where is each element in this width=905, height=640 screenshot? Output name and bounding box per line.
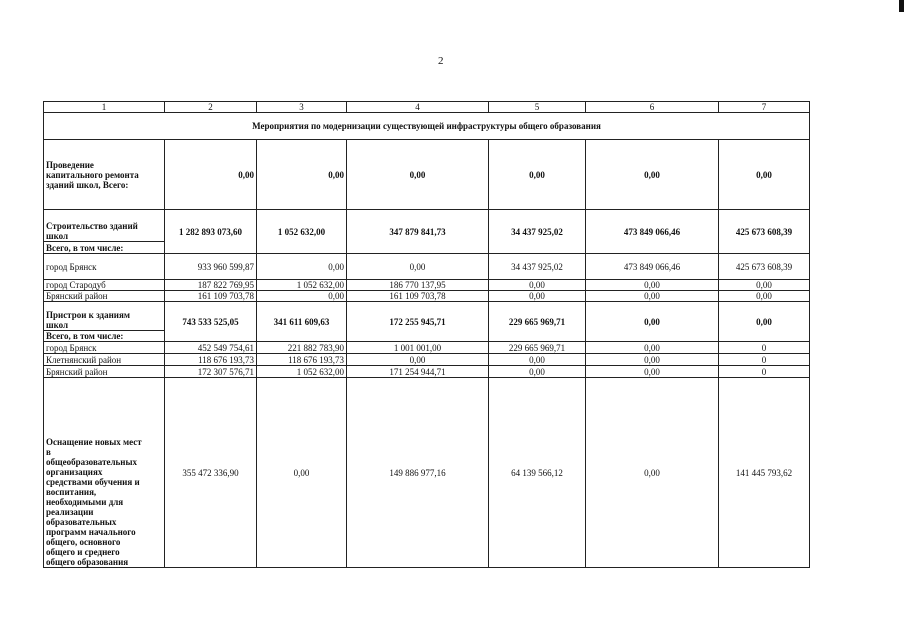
value-cell: 118 676 193,73 [257, 354, 347, 366]
value-cell: 141 445 793,62 [719, 378, 810, 568]
table-row [44, 302, 810, 331]
value-cell: 425 673 608,39 [719, 210, 810, 254]
value-cell: 0,00 [257, 140, 347, 210]
value-cell: 172 307 576,71 [165, 366, 257, 378]
section-title: Мероприятия по модернизации существующей инфраструктуры общего образования [44, 113, 810, 140]
label-line: Строительство зданий [46, 221, 138, 231]
row-sublabel: Всего, в том числе: [44, 242, 165, 254]
value-cell: 34 437 925,02 [489, 210, 586, 254]
value-cell: 161 109 703,78 [347, 291, 489, 302]
value-cell: 1 052 632,00 [257, 280, 347, 291]
value-cell: 0,00 [257, 291, 347, 302]
header-row [44, 102, 810, 113]
row-label: город Брянск [44, 254, 165, 280]
value-cell: 172 255 945,71 [347, 302, 489, 342]
value-cell: 0,00 [586, 342, 719, 354]
value-cell: 1 001 001,00 [347, 342, 489, 354]
value-cell: 0,00 [347, 254, 489, 280]
header-cell: 3 [257, 102, 347, 113]
value-cell: 0,00 [257, 378, 347, 568]
header-cell: 7 [719, 102, 810, 113]
table-row [44, 280, 810, 291]
row-label [44, 210, 165, 242]
value-cell: 187 822 769,95 [165, 280, 257, 291]
label-line: капитального ремонта [46, 169, 139, 180]
value-cell: 0,00 [586, 366, 719, 378]
value-cell: 0,00 [719, 291, 810, 302]
value-cell: 0,00 [586, 378, 719, 568]
row-sublabel: Всего, в том числе: [44, 331, 165, 342]
value-cell: 171 254 944,71 [347, 366, 489, 378]
value-cell: 0,00 [719, 302, 810, 342]
value-cell: 0 [719, 354, 810, 366]
value-cell: 221 882 783,90 [257, 342, 347, 354]
value-cell: 0,00 [347, 354, 489, 366]
value-cell: 341 611 609,63 [257, 302, 347, 342]
value-cell: 933 960 599,87 [165, 254, 257, 280]
value-cell: 473 849 066,46 [586, 254, 719, 280]
label-line: в [46, 447, 51, 457]
value-cell: 355 472 336,90 [165, 378, 257, 568]
label-line: общего и среднего [46, 547, 120, 557]
row-label: город Стародуб [44, 280, 165, 291]
value-cell: 347 879 841,73 [347, 210, 489, 254]
value-cell: 0,00 [257, 254, 347, 280]
value-cell: 186 770 137,95 [347, 280, 489, 291]
row-label: Брянский район [44, 291, 165, 302]
value-cell: 34 437 925,02 [489, 254, 586, 280]
label-line: школ [46, 231, 69, 241]
table-row [44, 354, 810, 366]
table-row [44, 291, 810, 302]
label-line: общеобразовательных [46, 457, 138, 467]
header-cell: 6 [586, 102, 719, 113]
value-cell: 0,00 [586, 140, 719, 210]
value-cell: 425 673 608,39 [719, 254, 810, 280]
row-label [44, 302, 165, 331]
label-line: необходимыми для [46, 497, 124, 507]
value-cell: 0,00 [165, 140, 257, 210]
table-row [44, 254, 810, 280]
value-cell: 1 052 632,00 [257, 366, 347, 378]
header-cell: 5 [489, 102, 586, 113]
label-line: воспитания, [46, 487, 97, 497]
value-cell: 0,00 [586, 280, 719, 291]
row-label [44, 140, 165, 210]
table-row [44, 210, 810, 242]
value-cell: 452 549 754,61 [165, 342, 257, 354]
value-cell: 0,00 [489, 140, 586, 210]
label-line: зданий школ, Всего: [46, 179, 129, 190]
table-row [44, 378, 810, 568]
header-cell: 1 [44, 102, 165, 113]
value-cell: 0,00 [489, 366, 586, 378]
value-cell: 1 282 893 073,60 [165, 210, 257, 254]
value-cell: 118 676 193,73 [165, 354, 257, 366]
label-line: реализации [46, 507, 94, 517]
value-cell: 0,00 [489, 291, 586, 302]
label-line: программ начального [46, 527, 136, 537]
table-row [44, 140, 810, 210]
row-label [44, 378, 165, 568]
scan-edge-mark [899, 0, 904, 12]
value-cell: 0,00 [489, 280, 586, 291]
label-line: Пристрои к зданиям [46, 310, 130, 320]
value-cell: 0,00 [489, 354, 586, 366]
value-cell: 1 052 632,00 [257, 210, 347, 254]
header-cell: 4 [347, 102, 489, 113]
value-cell: 0,00 [586, 302, 719, 342]
value-cell: 149 886 977,16 [347, 378, 489, 568]
value-cell: 0,00 [719, 280, 810, 291]
label-line: средствами обучения и [46, 477, 140, 487]
budget-table [43, 101, 810, 568]
label-line: Оснащение новых мест [46, 437, 142, 447]
table-row [44, 366, 810, 378]
section-row [44, 113, 810, 140]
row-label: город Брянск [44, 342, 165, 354]
value-cell: 229 665 969,71 [489, 302, 586, 342]
header-cell: 2 [165, 102, 257, 113]
label-line: общего образования [46, 557, 129, 567]
label-line: образовательных [46, 517, 117, 527]
value-cell: 0,00 [586, 354, 719, 366]
label-line: школ [46, 320, 69, 330]
value-cell: 229 665 969,71 [489, 342, 586, 354]
value-cell: 0,00 [347, 140, 489, 210]
value-cell: 0,00 [586, 291, 719, 302]
table-row [44, 342, 810, 354]
value-cell: 0 [719, 366, 810, 378]
value-cell: 0,00 [719, 140, 810, 210]
label-line: организациях [46, 467, 103, 477]
label-line: общего, основного [46, 537, 121, 547]
value-cell: 473 849 066,46 [586, 210, 719, 254]
value-cell: 743 533 525,05 [165, 302, 257, 342]
page-number: 2 [438, 55, 444, 67]
value-cell: 0 [719, 342, 810, 354]
label-line: Проведение [46, 159, 94, 170]
value-cell: 64 139 566,12 [489, 378, 586, 568]
value-cell: 161 109 703,78 [165, 291, 257, 302]
row-label: Клетнянский район [44, 354, 165, 366]
row-label: Брянский район [44, 366, 165, 378]
